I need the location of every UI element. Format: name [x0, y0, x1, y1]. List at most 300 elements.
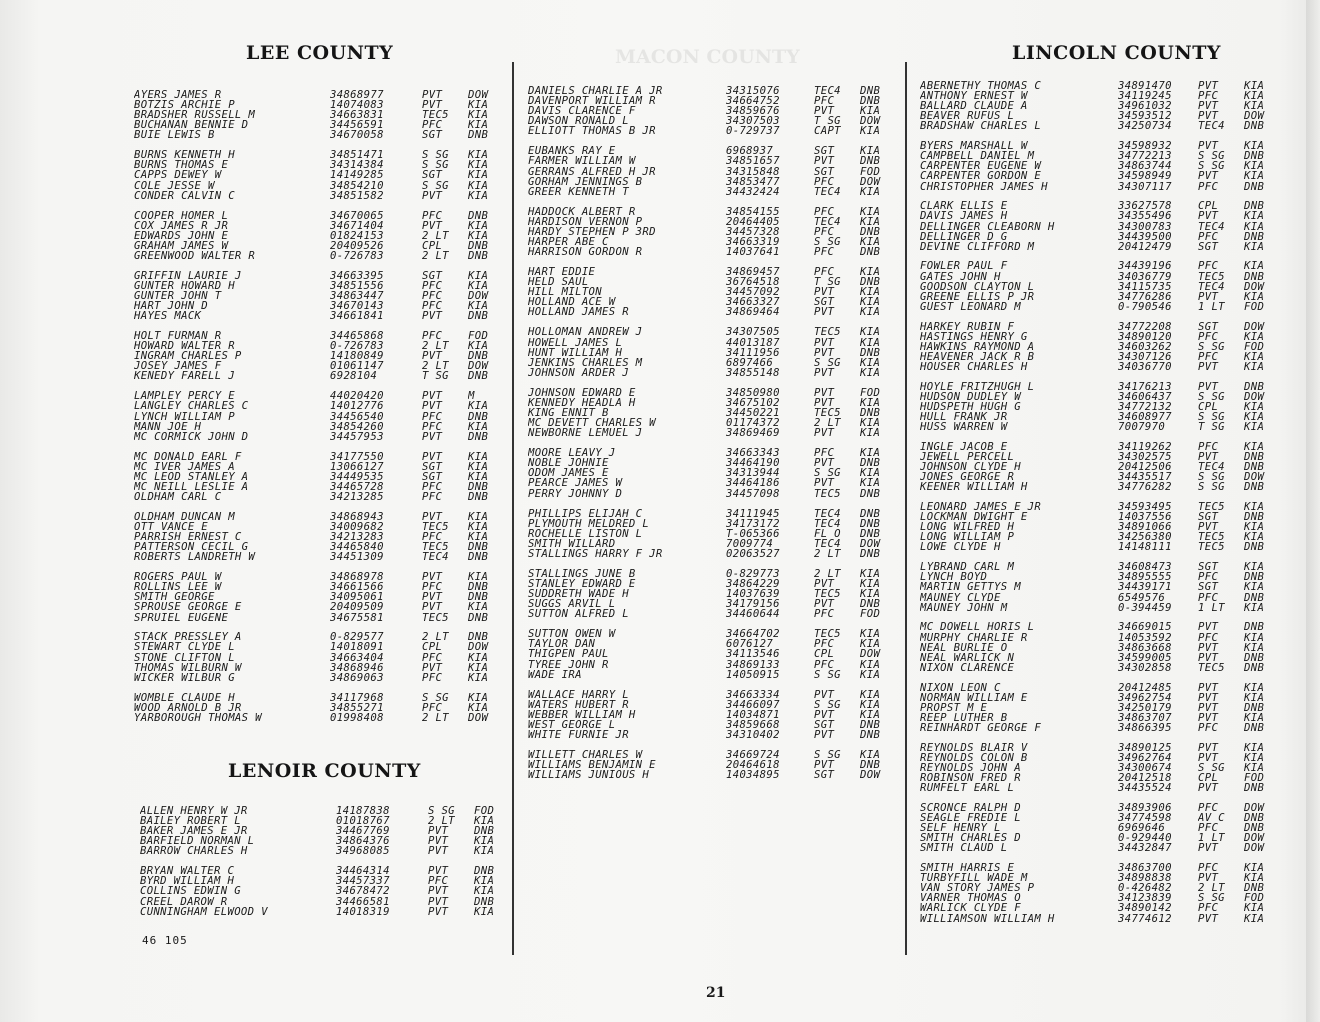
serial-number: 34179156 — [726, 599, 780, 610]
serial-number: 6076127 — [726, 639, 774, 650]
list-item — [528, 348, 896, 358]
lincoln-group — [920, 442, 1280, 492]
serial-number: 01174372 — [726, 418, 780, 429]
casualty-status: DNB — [1244, 662, 1265, 673]
list-item — [134, 632, 504, 642]
casualty-status: DNB — [474, 826, 495, 837]
serial-number: 34435517 — [1118, 472, 1172, 483]
rank: AV C — [1198, 812, 1225, 824]
list-item — [920, 171, 1280, 181]
soldier-name: ROLLINS LEE W — [134, 582, 222, 593]
lincoln-county-title: LINCOLN COUNTY — [1012, 42, 1221, 64]
soldier-name: JEWELL PERCELL — [920, 452, 1015, 463]
soldier-name: HUDSON DUDLEY W — [920, 391, 1021, 402]
serial-number: 20464618 — [726, 760, 780, 771]
macon-group — [528, 750, 896, 780]
casualty-status: DNB — [1244, 812, 1265, 824]
rank: PVT — [1198, 381, 1219, 392]
list-item — [134, 401, 504, 411]
casualty-status: DNB — [468, 592, 489, 603]
serial-number: 34432424 — [726, 186, 780, 197]
rank: PFC — [1198, 572, 1219, 583]
list-item — [528, 327, 896, 337]
serial-number: 34675102 — [726, 397, 780, 408]
casualty-status: KIA — [860, 307, 881, 318]
soldier-name: HAYES MACK — [134, 311, 202, 322]
casualty-status: DNB — [468, 210, 489, 221]
macon-group — [528, 509, 896, 559]
serial-number: 34869469 — [726, 428, 780, 439]
list-item — [920, 292, 1280, 302]
rank: PVT — [422, 351, 443, 362]
casualty-status: KIA — [468, 301, 489, 312]
soldier-name: SCRONCE RALPH D — [920, 802, 1021, 813]
casualty-status: DOW — [468, 290, 489, 302]
soldier-name: HULL FRANK JR — [920, 412, 1008, 423]
casualty-status: DNB — [1244, 482, 1265, 493]
soldier-name: HOYLE FRITZHUGH L — [920, 381, 1035, 392]
rank: PFC — [1198, 592, 1219, 603]
list-item — [134, 120, 504, 130]
lee-group — [134, 572, 504, 622]
rank: PVT — [1198, 913, 1219, 924]
serial-number: 34869464 — [726, 307, 780, 318]
serial-number: 34890142 — [1118, 903, 1172, 914]
serial-number: 34890125 — [1118, 742, 1172, 753]
casualty-status: KIA — [860, 126, 881, 137]
list-item — [528, 579, 896, 589]
rank: PVT — [1198, 81, 1219, 92]
list-item — [528, 448, 896, 458]
casualty-status: KIA — [1244, 602, 1265, 613]
soldier-name: PERRY JOHNNY D — [528, 488, 623, 499]
casualty-status: KIA — [468, 572, 489, 583]
rank: S SG — [1198, 341, 1225, 352]
list-item — [134, 160, 504, 170]
rank: PVT — [814, 397, 835, 408]
serial-number: 34457098 — [726, 488, 780, 499]
list-item — [134, 482, 504, 492]
casualty-status: DNB — [860, 729, 881, 741]
rank: PVT — [1198, 622, 1219, 633]
casualty-status: KIA — [468, 120, 489, 131]
list-item — [134, 241, 504, 251]
serial-number: 34774612 — [1118, 913, 1172, 924]
serial-number: 34009682 — [330, 521, 384, 533]
casualty-status: KIA — [1244, 91, 1265, 102]
casualty-status: DNB — [1244, 181, 1265, 192]
rank: 2 LT — [422, 712, 449, 723]
casualty-status: DNB — [468, 351, 489, 362]
serial-number: 34603262 — [1118, 341, 1172, 352]
rank: S SG — [814, 699, 841, 710]
casualty-status: KIA — [1244, 351, 1265, 362]
casualty-status: FOD — [1244, 341, 1265, 352]
serial-number: 34117968 — [330, 692, 384, 703]
serial-number: 14018091 — [330, 642, 384, 653]
soldier-name: SUDDRETH WADE H — [528, 589, 629, 600]
casualty-status: FOD — [860, 387, 881, 398]
soldier-name: MC DOWELL HORIS L — [920, 622, 1035, 633]
soldier-name: COLE JESSE W — [134, 180, 215, 191]
rank: PVT — [814, 458, 835, 469]
serial-number: 34850980 — [726, 387, 780, 398]
serial-number: 34869457 — [726, 267, 780, 278]
serial-number: 34466097 — [726, 699, 780, 710]
casualty-status: FOD — [1244, 893, 1265, 904]
list-item — [920, 412, 1280, 422]
column-right — [912, 0, 1287, 1000]
soldier-name: GUNTER JOHN T — [134, 290, 222, 302]
list-item — [920, 883, 1280, 893]
soldier-name: WILLIAMS JUNIOUS H — [528, 770, 650, 781]
casualty-status: KIA — [860, 568, 881, 579]
soldier-name: NIXON LEON C — [920, 682, 1001, 693]
soldier-name: HARPER ABE C — [528, 237, 609, 248]
serial-number: 34671404 — [330, 220, 384, 231]
list-item — [920, 322, 1280, 332]
list-item — [140, 876, 510, 886]
casualty-status: DNB — [860, 599, 881, 610]
rank: PFC — [1198, 331, 1219, 342]
casualty-status: KIA — [1244, 712, 1265, 723]
casualty-status: KIA — [1244, 401, 1265, 413]
rank: PFC — [814, 267, 835, 278]
rank: PVT — [428, 826, 449, 837]
rank: PVT — [814, 689, 835, 700]
lenoir-group — [140, 866, 510, 916]
soldier-name: VAN STORY JAMES P — [920, 883, 1035, 894]
casualty-status: KIA — [860, 327, 881, 338]
serial-number: 01061147 — [330, 361, 384, 372]
lincoln-group — [920, 261, 1280, 311]
serial-number: 34895555 — [1118, 572, 1172, 583]
soldier-name: SPROUSE GEORGE E — [134, 602, 242, 613]
rank: PVT — [422, 190, 443, 201]
serial-number: 34313944 — [726, 468, 780, 479]
rank: PVT — [1198, 652, 1219, 663]
soldier-name: CREEL DAROW R — [140, 896, 228, 907]
lee-group — [134, 211, 504, 261]
casualty-status: FOD — [468, 331, 489, 342]
rank: 2 LT — [422, 230, 449, 241]
list-item — [528, 227, 896, 237]
serial-number: 34968085 — [336, 846, 390, 857]
casualty-status: DOW — [860, 176, 881, 187]
casualty-status: KIA — [468, 532, 489, 543]
rank: SGT — [1198, 562, 1219, 573]
list-item — [528, 247, 896, 257]
list-item — [920, 382, 1280, 392]
serial-number: 34890120 — [1118, 331, 1172, 342]
list-item — [920, 753, 1280, 763]
serial-number: 34464186 — [726, 478, 780, 489]
list-item — [140, 816, 510, 826]
soldier-name: DEVINE CLIFFORD M — [920, 241, 1035, 252]
soldier-name: NIXON CLARENCE — [920, 662, 1015, 673]
soldier-name: SEAGLE FREDIE L — [920, 812, 1021, 824]
serial-number: 14148111 — [1118, 542, 1172, 553]
soldier-name: GRIFFIN LAURIE J — [134, 270, 242, 281]
casualty-status: KIA — [468, 180, 489, 191]
list-item — [528, 187, 896, 197]
soldier-name: PARRISH ERNEST C — [134, 532, 242, 543]
soldier-name: BALLARD CLAUDE A — [920, 101, 1028, 112]
soldier-name: HART EDDIE — [528, 267, 596, 278]
casualty-status: KIA — [468, 692, 489, 703]
soldier-name: YARBOROUGH THOMAS W — [134, 712, 262, 723]
list-item — [528, 750, 896, 760]
soldier-name: RUMFELT EARL L — [920, 783, 1015, 794]
soldier-name: WEBBER WILLIAM H — [528, 709, 636, 720]
serial-number: 34859676 — [726, 106, 780, 117]
macon-group — [528, 327, 896, 377]
soldier-name: PHILLIPS ELIJAH C — [528, 508, 643, 519]
serial-number: 34439171 — [1118, 582, 1172, 593]
casualty-status: KIA — [860, 639, 881, 650]
serial-number: 14037639 — [726, 589, 780, 600]
list-item — [134, 412, 504, 422]
serial-number: 44013187 — [726, 337, 780, 348]
serial-number: 34606437 — [1118, 391, 1172, 402]
soldier-name: INGLE JACOB E — [920, 441, 1008, 453]
soldier-name: WALLACE HARRY L — [528, 689, 629, 700]
soldier-name: CHRISTOPHER JAMES H — [920, 181, 1048, 192]
serial-number: 6968937 — [726, 146, 774, 157]
rank: PVT — [422, 220, 443, 231]
soldier-name: NEAL BURLIE O — [920, 642, 1008, 653]
rank: PFC — [1198, 802, 1219, 813]
rank: PVT — [422, 391, 443, 402]
list-item — [134, 512, 504, 522]
rank: PFC — [814, 247, 835, 258]
casualty-status: KIA — [1244, 81, 1265, 92]
rank: PFC — [422, 532, 443, 543]
list-item — [134, 391, 504, 401]
rank: S SG — [1198, 412, 1225, 423]
soldier-name: HADDOCK ALBERT R — [528, 206, 636, 217]
list-item — [134, 341, 504, 351]
list-item — [134, 90, 504, 100]
list-item — [920, 422, 1280, 432]
rank: TEC4 — [1198, 221, 1225, 232]
casualty-status: KIA — [1244, 171, 1265, 182]
lee-group — [134, 512, 504, 562]
casualty-status: KIA — [468, 150, 489, 161]
list-item — [528, 388, 896, 398]
casualty-status: DNB — [860, 508, 881, 519]
casualty-status: KIA — [474, 816, 495, 827]
rank: TEC4 — [814, 518, 841, 529]
casualty-status: KIA — [468, 160, 489, 171]
soldier-name: OLDHAM DUNCAN M — [134, 511, 235, 522]
serial-number: 34863447 — [330, 290, 384, 302]
list-item — [920, 81, 1280, 91]
serial-number: 20412485 — [1118, 682, 1172, 693]
soldier-name: HOWELL JAMES L — [528, 337, 623, 348]
casualty-status: DNB — [1244, 823, 1265, 834]
casualty-status: DNB — [860, 347, 881, 358]
lee-group — [134, 391, 504, 441]
soldier-name: NEAL WARLICK N — [920, 652, 1015, 663]
serial-number: 34961032 — [1118, 101, 1172, 112]
casualty-status: DNB — [468, 431, 489, 442]
list-item — [920, 392, 1280, 402]
soldier-name: OTT VANCE E — [134, 521, 209, 533]
casualty-status: KIA — [860, 418, 881, 429]
rank: PVT — [428, 906, 449, 917]
serial-number: 34772213 — [1118, 151, 1172, 162]
soldier-name: CLARK ELLIS E — [920, 201, 1008, 212]
rank: PVT — [814, 578, 835, 590]
soldier-name: SMITH GEORGE — [134, 592, 215, 603]
list-item — [134, 231, 504, 241]
soldier-name: EUBANKS RAY E — [528, 146, 616, 157]
casualty-status: KIA — [1244, 582, 1265, 593]
serial-number: 34863668 — [1118, 642, 1172, 653]
page-edge — [1306, 0, 1320, 1022]
serial-number: 13066127 — [330, 461, 384, 472]
lincoln-group — [920, 81, 1280, 131]
soldier-name: MURPHY CHARLIE R — [920, 632, 1028, 643]
serial-number: 34465728 — [330, 481, 384, 492]
casualty-status: KIA — [468, 461, 489, 472]
list-item — [528, 589, 896, 599]
rank: PVT — [428, 866, 449, 877]
casualty-status: DNB — [468, 250, 489, 261]
casualty-status: DOW — [1244, 321, 1265, 332]
rank: 1 LT — [1198, 833, 1225, 844]
list-item — [134, 713, 504, 723]
rank: TEC5 — [1198, 662, 1225, 673]
list-item — [528, 458, 896, 468]
soldier-name: NEWBORNE LEMUEL J — [528, 428, 643, 439]
soldier-name: COOPER HOMER L — [134, 210, 229, 221]
rank: S SG — [814, 749, 841, 761]
list-item — [920, 232, 1280, 242]
rank: PFC — [1198, 231, 1219, 242]
casualty-status: DNB — [468, 481, 489, 492]
rank: T SG — [1198, 422, 1225, 433]
soldier-name: CUNNINGHAM ELWOOD V — [140, 906, 268, 917]
list-item — [528, 146, 896, 156]
serial-number: 0-394459 — [1118, 602, 1172, 613]
list-item — [134, 613, 504, 623]
soldier-name: STEWART CLYDE L — [134, 642, 235, 653]
casualty-status: DNB — [860, 548, 881, 559]
list-item — [920, 201, 1280, 211]
soldier-name: BRYAN WALTER C — [140, 866, 235, 877]
serial-number: 34854210 — [330, 180, 384, 191]
casualty-status: KIA — [860, 689, 881, 700]
soldier-name: MAUNEY CLYDE — [920, 592, 1001, 603]
list-item — [920, 332, 1280, 342]
soldier-name: PLYMOUTH MELDRED L — [528, 518, 650, 529]
casualty-status: KIA — [1244, 141, 1265, 152]
column-divider-right — [905, 62, 907, 955]
casualty-status: DNB — [860, 719, 881, 730]
soldier-name: CARPENTER EUGENE W — [920, 161, 1042, 172]
list-item — [528, 126, 896, 136]
soldier-name: BAILEY ROBERT L — [140, 816, 241, 827]
casualty-status: DNB — [860, 407, 881, 419]
casualty-status: KIA — [468, 110, 489, 121]
rank: TEC5 — [422, 521, 449, 533]
serial-number: 34310402 — [726, 729, 780, 741]
rank: TEC4 — [1198, 121, 1225, 132]
rank: TEC5 — [814, 629, 841, 640]
list-item — [920, 803, 1280, 813]
casualty-status: DNB — [860, 277, 881, 288]
rank: PFC — [428, 876, 449, 887]
rank: 2 LT — [1198, 883, 1225, 894]
soldier-name: MC CORMICK JOHN D — [134, 431, 249, 442]
rank: PVT — [1198, 211, 1219, 222]
serial-number: 34302575 — [1118, 452, 1172, 463]
serial-number: 34891470 — [1118, 81, 1172, 92]
rank: S SG — [814, 468, 841, 479]
list-item — [134, 642, 504, 652]
serial-number: 34663334 — [726, 689, 780, 700]
serial-number: 34123839 — [1118, 893, 1172, 904]
serial-number: 34776286 — [1118, 291, 1172, 302]
rank: TEC4 — [814, 86, 841, 97]
rank: T SG — [814, 116, 841, 127]
soldier-name: STALLINGS JUNE B — [528, 568, 636, 579]
list-item — [134, 582, 504, 592]
list-item — [140, 897, 510, 907]
casualty-status: DNB — [468, 582, 489, 593]
list-item — [920, 773, 1280, 783]
soldier-name: HARDISON VERNON P — [528, 216, 643, 227]
soldier-name: OLDHAM CARL C — [134, 491, 222, 503]
soldier-name: AYERS JAMES R — [134, 90, 222, 101]
serial-number: 34465840 — [330, 542, 384, 553]
list-item — [920, 603, 1280, 613]
rank: PFC — [422, 301, 443, 312]
serial-number: 34608977 — [1118, 412, 1172, 423]
list-item — [920, 593, 1280, 603]
serial-number: 34315848 — [726, 166, 780, 177]
list-item — [920, 633, 1280, 643]
soldier-name: LYNCH BOYD — [920, 572, 988, 583]
serial-number: 34111956 — [726, 347, 780, 358]
serial-number: 34866395 — [1118, 722, 1172, 734]
rank: SGT — [1198, 582, 1219, 593]
serial-number: 20464405 — [726, 216, 780, 227]
casualty-status: KIA — [860, 578, 881, 590]
list-item — [134, 552, 504, 562]
soldier-name: PEARCE JAMES W — [528, 478, 623, 489]
soldier-name: COX JAMES R JR — [134, 220, 229, 231]
serial-number: 34250179 — [1118, 702, 1172, 713]
casualty-status: DNB — [474, 866, 495, 877]
list-item — [920, 582, 1280, 592]
casualty-status: KIA — [860, 749, 881, 761]
rank: SGT — [422, 270, 443, 281]
serial-number: 14037641 — [726, 247, 780, 258]
rank: PVT — [428, 886, 449, 897]
soldier-name: TURBYFILL WADE M — [920, 873, 1028, 884]
soldier-name: GORHAM JENNINGS B — [528, 176, 643, 187]
soldier-name: WOMBLE CLAUDE H — [134, 692, 235, 703]
soldier-name: STALLINGS HARRY F JR — [528, 548, 663, 559]
serial-number: 34868978 — [330, 572, 384, 583]
rank: SGT — [814, 146, 835, 157]
soldier-name: BEAVER RUFUS L — [920, 111, 1015, 122]
rank: PVT — [422, 451, 443, 462]
casualty-status: DNB — [860, 760, 881, 771]
